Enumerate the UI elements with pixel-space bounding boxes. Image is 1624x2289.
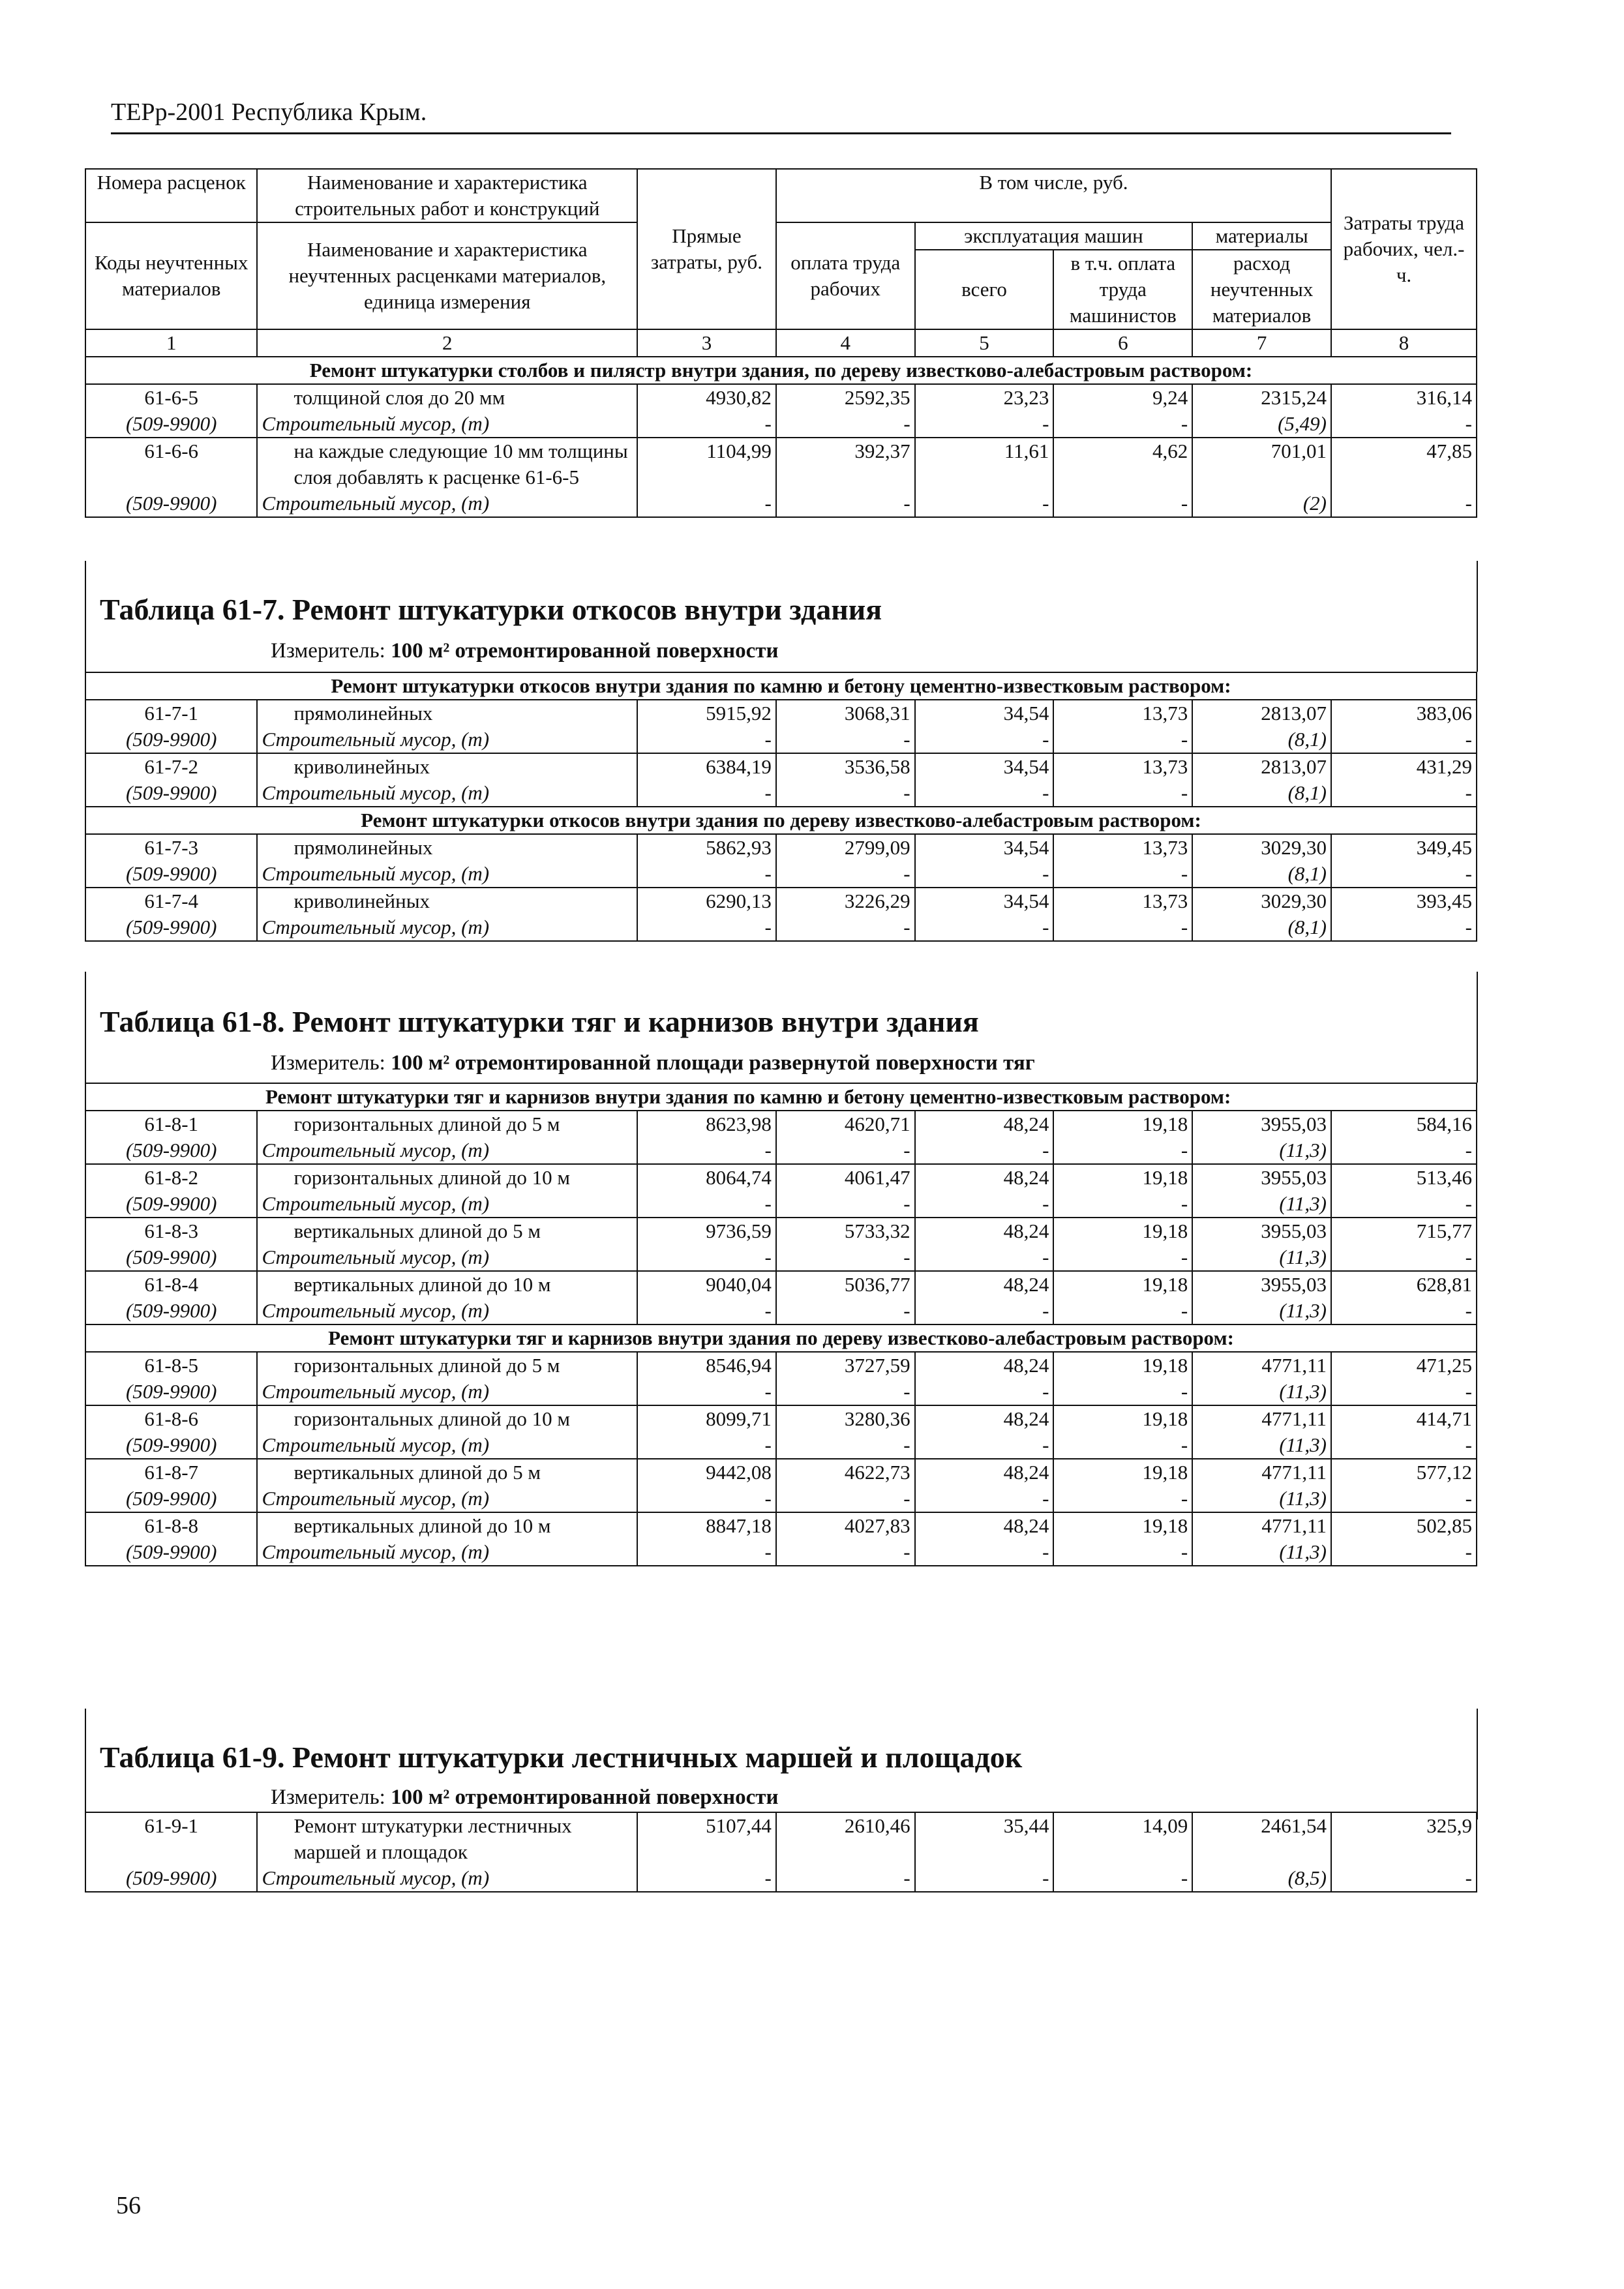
labor-pay: 4622,73: [776, 1459, 915, 1486]
col-num-4: 4: [776, 329, 915, 357]
material-value: -: [1053, 861, 1192, 888]
machinists-pay: 14,09: [1053, 1812, 1192, 1865]
material-code: (509-9900): [85, 861, 257, 888]
direct-cost: 4930,82: [637, 384, 776, 411]
material-value: -: [637, 1137, 776, 1164]
table-61-7-measure: Измеритель: 100 м² отремонтированной поверхности: [271, 639, 779, 663]
machinists-pay: 19,18: [1053, 1352, 1192, 1379]
direct-cost: 6384,19: [637, 753, 776, 780]
material-consumption: (8,1): [1192, 780, 1331, 807]
material-consumption: (8,1): [1192, 861, 1331, 888]
material-name: Строительный мусор, (т): [257, 914, 637, 941]
direct-cost: 8623,98: [637, 1111, 776, 1137]
material-value: -: [1053, 1432, 1192, 1459]
materials: 4771,11: [1192, 1405, 1331, 1432]
table-61-7-title: Таблица 61-7. Ремонт штукатурки откосов внутри здания: [100, 593, 882, 626]
material-value: -: [915, 1137, 1054, 1164]
col-num-6: 6: [1053, 329, 1192, 357]
material-code: (509-9900): [85, 1865, 257, 1892]
col-machinists-pay: в т.ч. оплата труда машинистов: [1053, 250, 1192, 329]
material-name: Строительный мусор, (т): [257, 1865, 637, 1892]
material-value: -: [1053, 1191, 1192, 1218]
labor-pay: 4620,71: [776, 1111, 915, 1137]
material-value: -: [637, 1244, 776, 1271]
material-value: -: [776, 861, 915, 888]
machinists-pay: 4,62: [1053, 438, 1192, 490]
labor-hours: 584,16: [1331, 1111, 1477, 1137]
direct-cost: 6290,13: [637, 888, 776, 914]
col-machines: эксплуатация машин: [915, 222, 1193, 250]
frame-right: [1477, 561, 1478, 672]
material-value: -: [776, 1539, 915, 1566]
direct-cost: 1104,99: [637, 438, 776, 490]
section-heading: Ремонт штукатурки откосов внутри здания по камню и бетону цементно-известковым раствором:: [85, 672, 1477, 700]
material-name: Строительный мусор, (т): [257, 411, 637, 438]
material-name: Строительный мусор, (т): [257, 780, 637, 807]
section-heading: Ремонт штукатурки откосов внутри здания по дереву известково-алебастровым раствором:: [85, 807, 1477, 834]
material-name: Строительный мусор, (т): [257, 861, 637, 888]
rate-code: 61-7-3: [85, 834, 257, 861]
labor-pay: 3226,29: [776, 888, 915, 914]
material-value: -: [637, 490, 776, 517]
rate-code: 61-8-6: [85, 1405, 257, 1432]
material-value: -: [1053, 1298, 1192, 1324]
material-value: -: [1053, 411, 1192, 438]
labor-pay: 3280,36: [776, 1405, 915, 1432]
table-61-8-measure: Измеритель: 100 м² отремонтированной площади развернутой поверхности тяг: [271, 1051, 1035, 1075]
labor-hours: 349,45: [1331, 834, 1477, 861]
materials: 4771,11: [1192, 1512, 1331, 1539]
material-value: -: [1331, 490, 1477, 517]
machinists-pay: 9,24: [1053, 384, 1192, 411]
materials: 3029,30: [1192, 888, 1331, 914]
material-code: (509-9900): [85, 1486, 257, 1512]
material-code: (509-9900): [85, 726, 257, 753]
material-code: (509-9900): [85, 1244, 257, 1271]
material-name: Строительный мусор, (т): [257, 1432, 637, 1459]
table-61-8: [85, 1083, 1477, 1566]
material-code: (509-9900): [85, 1379, 257, 1405]
table-61-8-title: Таблица 61-8. Ремонт штукатурки тяг и карнизов внутри здания: [100, 1005, 979, 1038]
machines-total: 48,24: [915, 1405, 1054, 1432]
col-direct-costs: Прямые затраты, руб.: [637, 169, 776, 329]
material-value: -: [637, 1486, 776, 1512]
material-value: -: [1053, 1137, 1192, 1164]
machines-total: 48,24: [915, 1111, 1054, 1137]
material-value: -: [637, 1379, 776, 1405]
machinists-pay: 19,18: [1053, 1459, 1192, 1486]
material-value: -: [637, 1298, 776, 1324]
labor-pay: 2610,46: [776, 1812, 915, 1865]
machines-total: 48,24: [915, 1352, 1054, 1379]
material-value: -: [1331, 1432, 1477, 1459]
rate-name: прямолинейных: [257, 700, 637, 726]
machinists-pay: 19,18: [1053, 1111, 1192, 1137]
rate-code: 61-8-1: [85, 1111, 257, 1137]
rate-code: 61-8-2: [85, 1164, 257, 1191]
material-value: -: [1331, 861, 1477, 888]
machines-total: 23,23: [915, 384, 1054, 411]
material-code: (509-9900): [85, 1298, 257, 1324]
material-value: -: [1053, 914, 1192, 941]
material-value: -: [776, 411, 915, 438]
labor-hours: 431,29: [1331, 753, 1477, 780]
material-consumption: (11,3): [1192, 1432, 1331, 1459]
material-value: -: [915, 726, 1054, 753]
material-value: -: [637, 1539, 776, 1566]
material-name: Строительный мусор, (т): [257, 1191, 637, 1218]
rate-name: вертикальных длиной до 5 м: [257, 1459, 637, 1486]
material-code: (509-9900): [85, 1137, 257, 1164]
table-61-9-measure: Измеритель: 100 м² отремонтированной поверхности: [271, 1786, 779, 1809]
material-value: -: [637, 411, 776, 438]
machinists-pay: 19,18: [1053, 1512, 1192, 1539]
material-consumption: (11,3): [1192, 1486, 1331, 1512]
labor-hours: 628,81: [1331, 1271, 1477, 1298]
material-code: (509-9900): [85, 1432, 257, 1459]
labor-pay: 3727,59: [776, 1352, 915, 1379]
material-value: -: [776, 1244, 915, 1271]
machines-total: 48,24: [915, 1271, 1054, 1298]
col-num-8: 8: [1331, 329, 1477, 357]
material-value: -: [1331, 726, 1477, 753]
rates-table-header: [85, 168, 1477, 518]
material-value: -: [637, 861, 776, 888]
frame-left: [85, 1709, 86, 1819]
material-code: (509-9900): [85, 780, 257, 807]
col-materials: материалы: [1192, 222, 1331, 250]
direct-cost: 8847,18: [637, 1512, 776, 1539]
rate-name: на каждые следующие 10 мм толщины слоя добавлять к расценке 61-6-5: [257, 438, 637, 490]
material-value: -: [915, 1865, 1054, 1892]
material-value: -: [776, 1137, 915, 1164]
material-value: -: [637, 1191, 776, 1218]
material-value: -: [1053, 1244, 1192, 1271]
materials: 701,01: [1192, 438, 1331, 490]
machines-total: 35,44: [915, 1812, 1054, 1865]
labor-pay: 5733,32: [776, 1218, 915, 1244]
material-consumption: (11,3): [1192, 1539, 1331, 1566]
material-value: -: [637, 1432, 776, 1459]
material-name: Строительный мусор, (т): [257, 1539, 637, 1566]
material-consumption: (11,3): [1192, 1379, 1331, 1405]
machines-total: 48,24: [915, 1218, 1054, 1244]
rate-code: 61-9-1: [85, 1812, 257, 1865]
material-name: Строительный мусор, (т): [257, 726, 637, 753]
material-consumption: (8,1): [1192, 914, 1331, 941]
direct-cost: 8546,94: [637, 1352, 776, 1379]
material-value: -: [1053, 726, 1192, 753]
material-value: -: [915, 861, 1054, 888]
col-material-codes: Коды неучтенных материалов: [85, 222, 257, 329]
labor-hours: 513,46: [1331, 1164, 1477, 1191]
labor-pay: 3536,58: [776, 753, 915, 780]
materials: 3029,30: [1192, 834, 1331, 861]
rate-name: Ремонт штукатурки лестничных маршей и площадок: [257, 1812, 637, 1865]
material-value: -: [1331, 780, 1477, 807]
rate-code: 61-6-6: [85, 438, 257, 490]
labor-pay: 2592,35: [776, 384, 915, 411]
material-consumption: (11,3): [1192, 1244, 1331, 1271]
col-material-name: Наименование и характеристика неучтенных расценками материалов, единица измерения: [257, 222, 637, 329]
material-value: -: [1053, 490, 1192, 517]
material-value: -: [915, 1486, 1054, 1512]
rate-code: 61-7-1: [85, 700, 257, 726]
labor-hours: 316,14: [1331, 384, 1477, 411]
materials: 2315,24: [1192, 384, 1331, 411]
material-consumption: (11,3): [1192, 1298, 1331, 1324]
table-61-7: [85, 672, 1477, 942]
machines-total: 34,54: [915, 700, 1054, 726]
material-value: -: [1331, 411, 1477, 438]
material-name: Строительный мусор, (т): [257, 1379, 637, 1405]
direct-cost: 8099,71: [637, 1405, 776, 1432]
material-value: -: [1331, 1244, 1477, 1271]
machinists-pay: 19,18: [1053, 1405, 1192, 1432]
rate-code: 61-8-7: [85, 1459, 257, 1486]
machines-total: 34,54: [915, 753, 1054, 780]
materials: 2813,07: [1192, 753, 1331, 780]
col-num-1: 1: [85, 329, 257, 357]
rate-name: вертикальных длиной до 5 м: [257, 1218, 637, 1244]
rate-code: 61-8-3: [85, 1218, 257, 1244]
col-num-5: 5: [915, 329, 1054, 357]
material-value: -: [776, 490, 915, 517]
materials: 3955,03: [1192, 1111, 1331, 1137]
material-value: -: [776, 1379, 915, 1405]
rate-code: 61-7-2: [85, 753, 257, 780]
material-consumption: (11,3): [1192, 1137, 1331, 1164]
machinists-pay: 13,73: [1053, 753, 1192, 780]
rate-code: 61-6-5: [85, 384, 257, 411]
material-value: -: [1331, 1191, 1477, 1218]
material-value: -: [637, 780, 776, 807]
materials: 3955,03: [1192, 1271, 1331, 1298]
material-value: -: [1331, 914, 1477, 941]
material-value: -: [1331, 1486, 1477, 1512]
material-value: -: [776, 914, 915, 941]
material-value: -: [776, 1191, 915, 1218]
material-value: -: [776, 1432, 915, 1459]
rate-name: горизонтальных длиной до 10 м: [257, 1405, 637, 1432]
machinists-pay: 19,18: [1053, 1271, 1192, 1298]
labor-pay: 4061,47: [776, 1164, 915, 1191]
rate-name: горизонтальных длиной до 5 м: [257, 1111, 637, 1137]
col-labor-hours: Затраты труда рабочих, чел.-ч.: [1331, 169, 1477, 329]
materials: 4771,11: [1192, 1459, 1331, 1486]
labor-hours: 414,71: [1331, 1405, 1477, 1432]
section-heading: Ремонт штукатурки столбов и пилястр внутри здания, по дереву известково-алебастровым раствором:: [85, 357, 1477, 384]
material-value: -: [915, 1432, 1054, 1459]
machinists-pay: 13,73: [1053, 888, 1192, 914]
col-num-2: 2: [257, 329, 637, 357]
rate-code: 61-8-8: [85, 1512, 257, 1539]
machines-total: 11,61: [915, 438, 1054, 490]
material-value: -: [776, 726, 915, 753]
material-value: -: [915, 1379, 1054, 1405]
material-name: Строительный мусор, (т): [257, 1137, 637, 1164]
material-code: (509-9900): [85, 411, 257, 438]
section-heading: Ремонт штукатурки тяг и карнизов внутри здания по дереву известково-алебастровым раствором:: [85, 1324, 1477, 1352]
machines-total: 34,54: [915, 834, 1054, 861]
material-value: -: [776, 1865, 915, 1892]
rate-code: 61-8-5: [85, 1352, 257, 1379]
material-value: -: [915, 1191, 1054, 1218]
frame-right: [1477, 972, 1478, 1083]
machines-total: 48,24: [915, 1164, 1054, 1191]
rate-code: 61-8-4: [85, 1271, 257, 1298]
material-value: -: [1053, 1539, 1192, 1566]
labor-hours: 325,9: [1331, 1812, 1477, 1865]
labor-hours: 471,25: [1331, 1352, 1477, 1379]
section-heading: Ремонт штукатурки тяг и карнизов внутри здания по камню и бетону цементно-известковым раствором:: [85, 1083, 1477, 1111]
direct-cost: 5862,93: [637, 834, 776, 861]
material-code: (509-9900): [85, 490, 257, 517]
material-consumption: (11,3): [1192, 1191, 1331, 1218]
labor-hours: 393,45: [1331, 888, 1477, 914]
material-name: Строительный мусор, (т): [257, 1244, 637, 1271]
direct-cost: 9442,08: [637, 1459, 776, 1486]
machines-total: 48,24: [915, 1512, 1054, 1539]
material-value: -: [915, 914, 1054, 941]
direct-cost: 5915,92: [637, 700, 776, 726]
materials: 3955,03: [1192, 1218, 1331, 1244]
rate-name: толщиной слоя до 20 мм: [257, 384, 637, 411]
material-value: -: [776, 1486, 915, 1512]
rate-code: 61-7-4: [85, 888, 257, 914]
material-name: Строительный мусор, (т): [257, 1486, 637, 1512]
col-labor-pay: оплата труда рабочих: [776, 222, 915, 329]
rate-name: горизонтальных длиной до 5 м: [257, 1352, 637, 1379]
rate-name: вертикальных длиной до 10 м: [257, 1512, 637, 1539]
material-value: -: [1331, 1865, 1477, 1892]
labor-pay: 392,37: [776, 438, 915, 490]
rate-name: вертикальных длиной до 10 м: [257, 1271, 637, 1298]
labor-pay: 2799,09: [776, 834, 915, 861]
col-work-name: Наименование и характеристика строительных работ и конструкций: [257, 169, 637, 222]
materials: 2461,54: [1192, 1812, 1331, 1865]
material-value: -: [915, 1298, 1054, 1324]
material-consumption: (2): [1192, 490, 1331, 517]
machinists-pay: 13,73: [1053, 834, 1192, 861]
material-name: Строительный мусор, (т): [257, 490, 637, 517]
materials: 3955,03: [1192, 1164, 1331, 1191]
material-value: -: [1053, 1865, 1192, 1892]
direct-cost: 9040,04: [637, 1271, 776, 1298]
material-value: -: [1331, 1298, 1477, 1324]
material-value: -: [1331, 1539, 1477, 1566]
col-including: В том числе, руб.: [776, 169, 1331, 222]
rate-name: горизонтальных длиной до 10 м: [257, 1164, 637, 1191]
direct-cost: 9736,59: [637, 1218, 776, 1244]
material-value: -: [1331, 1137, 1477, 1164]
labor-hours: 577,12: [1331, 1459, 1477, 1486]
material-value: -: [637, 914, 776, 941]
direct-cost: 5107,44: [637, 1812, 776, 1865]
material-value: -: [915, 411, 1054, 438]
page-number: 56: [116, 2192, 141, 2219]
material-value: -: [637, 1865, 776, 1892]
material-value: -: [1053, 1379, 1192, 1405]
col-num-3: 3: [637, 329, 776, 357]
frame-left: [85, 561, 86, 672]
labor-hours: 47,85: [1331, 438, 1477, 490]
material-consumption: (8,5): [1192, 1865, 1331, 1892]
rate-name: прямолинейных: [257, 834, 637, 861]
labor-pay: 3068,31: [776, 700, 915, 726]
material-code: (509-9900): [85, 914, 257, 941]
material-value: -: [637, 726, 776, 753]
rate-name: криволинейных: [257, 753, 637, 780]
material-value: -: [1331, 1379, 1477, 1405]
materials: 4771,11: [1192, 1352, 1331, 1379]
material-value: -: [1053, 780, 1192, 807]
machinists-pay: 13,73: [1053, 700, 1192, 726]
material-consumption: (5,49): [1192, 411, 1331, 438]
labor-hours: 383,06: [1331, 700, 1477, 726]
labor-hours: 502,85: [1331, 1512, 1477, 1539]
material-value: -: [776, 1298, 915, 1324]
table-61-9: [85, 1812, 1477, 1893]
machines-total: 34,54: [915, 888, 1054, 914]
material-value: -: [915, 1244, 1054, 1271]
col-unaccounted-materials: расход неучтенных материалов: [1192, 250, 1331, 329]
direct-cost: 8064,74: [637, 1164, 776, 1191]
machinists-pay: 19,18: [1053, 1218, 1192, 1244]
material-code: (509-9900): [85, 1191, 257, 1218]
labor-hours: 715,77: [1331, 1218, 1477, 1244]
rate-name: криволинейных: [257, 888, 637, 914]
table-61-9-title: Таблица 61-9. Ремонт штукатурки лестничных маршей и площадок: [100, 1741, 1023, 1774]
labor-pay: 4027,83: [776, 1512, 915, 1539]
material-code: (509-9900): [85, 1539, 257, 1566]
header-rule: [111, 132, 1451, 134]
col-rates-numbers: Номера расценок: [85, 169, 257, 222]
material-value: -: [915, 1539, 1054, 1566]
frame-right: [1477, 1709, 1478, 1819]
labor-pay: 5036,77: [776, 1271, 915, 1298]
col-num-7: 7: [1192, 329, 1331, 357]
col-machines-total: всего: [915, 250, 1054, 329]
frame-left: [85, 972, 86, 1083]
material-name: Строительный мусор, (т): [257, 1298, 637, 1324]
material-value: -: [776, 780, 915, 807]
materials: 2813,07: [1192, 700, 1331, 726]
material-value: -: [1053, 1486, 1192, 1512]
machinists-pay: 19,18: [1053, 1164, 1192, 1191]
material-value: -: [915, 490, 1054, 517]
material-value: -: [915, 780, 1054, 807]
page-header: ТЕРр-2001 Республика Крым.: [111, 98, 427, 126]
material-consumption: (8,1): [1192, 726, 1331, 753]
machines-total: 48,24: [915, 1459, 1054, 1486]
